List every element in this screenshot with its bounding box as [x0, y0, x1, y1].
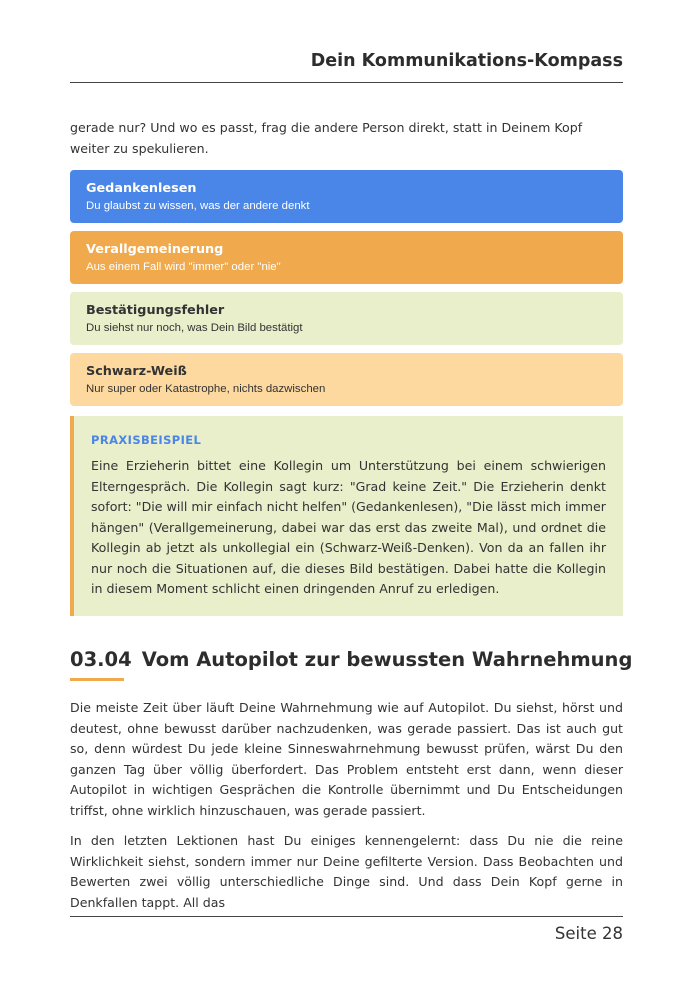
callout-box-gedankenlesen — [70, 170, 623, 223]
example-box — [70, 416, 623, 616]
footer-divider — [70, 916, 623, 917]
header-divider — [70, 82, 623, 83]
example-label: PRAXISBEISPIEL — [91, 433, 202, 447]
running-header: Dein Kommunikations-Kompass — [310, 51, 623, 71]
callout-title: Verallgemeinerung — [86, 242, 224, 257]
callout-description: Du siehst nur noch, was Dein Bild bestätigt — [86, 322, 303, 334]
section-underline — [70, 678, 124, 681]
page-number: Seite 28 — [554, 924, 623, 943]
callout-box-schwarz-weiss — [70, 353, 623, 406]
example-text: Eine Erzieherin bittet eine Kollegin um Unterstützung bei einem schwierigen Elterngespräch. Die Kollegin sagt kurz: "Grad keine Zeit." Die Erzieherin denkt sofort: "Die will mir einfach nicht helfen" (Gedankenlesen), "Die lässt mich immer hängen" (Verallgemeinerung, dabei war das erst das zweite Mal), und ordnet die Kollegin ab jetzt als unkollegial ein (Schwarz-Weiß-Denken). Von da an fallen ihr nur noch die Situationen auf, die dieses Bild bestätigen. Dabei hatte die Kollegin in diesem Moment schlicht einen dringenden Anruf zu erledigen. — [91, 458, 606, 596]
callout-description: Du glaubst zu wissen, was der andere denkt — [86, 200, 310, 212]
section-heading — [70, 648, 632, 671]
callout-box-bestaetigungsfehler — [70, 292, 623, 345]
body-paragraph: In den letzten Lektionen hast Du einiges kennengelernt: dass Du nie die reine Wirklichkeit siehst, sondern immer nur Deine gefilterte Version. Dass Beobachten und Bewerten zwei völlig unterschiedliche Dinge sind. Und dass Dein Kopf gerne in Denkfallen tappt. All das — [70, 833, 623, 910]
callout-title: Schwarz-Weiß — [86, 364, 187, 379]
callout-title: Bestätigungsfehler — [86, 303, 225, 318]
section-title: Vom Autopilot zur bewussten Wahrnehmung — [141, 648, 633, 671]
body-paragraph: Die meiste Zeit über läuft Deine Wahrnehmung wie auf Autopilot. Du siehst, hörst und deutest, ohne bewusst darüber nachzudenken, was gerade passiert. Das ist auch gut so, denn würdest Du jede kleine Sinneswahrnehmung bewusst prüfen, wärst Du den ganzen Tag über völlig überfordert. Das Problem entsteht erst dann, wenn dieser Autopilot in wichtigen Gesprächen die Kontrolle übernimmt und Du Entscheidungen triffst, ohne wirklich hinzuschauen, was gerade passiert. — [70, 700, 623, 818]
callout-box-verallgemeinerung — [70, 231, 623, 284]
callout-description: Nur super oder Katastrophe, nichts dazwischen — [86, 383, 326, 395]
callout-description: Aus einem Fall wird "immer" oder "nie" — [86, 261, 281, 273]
intro-paragraph: gerade nur? Und wo es passt, frag die andere Person direkt, statt in Deinem Kopf weiter zu spekulieren. — [70, 120, 583, 156]
callout-title: Gedankenlesen — [86, 181, 197, 196]
section-number: 03.04 — [70, 648, 132, 671]
